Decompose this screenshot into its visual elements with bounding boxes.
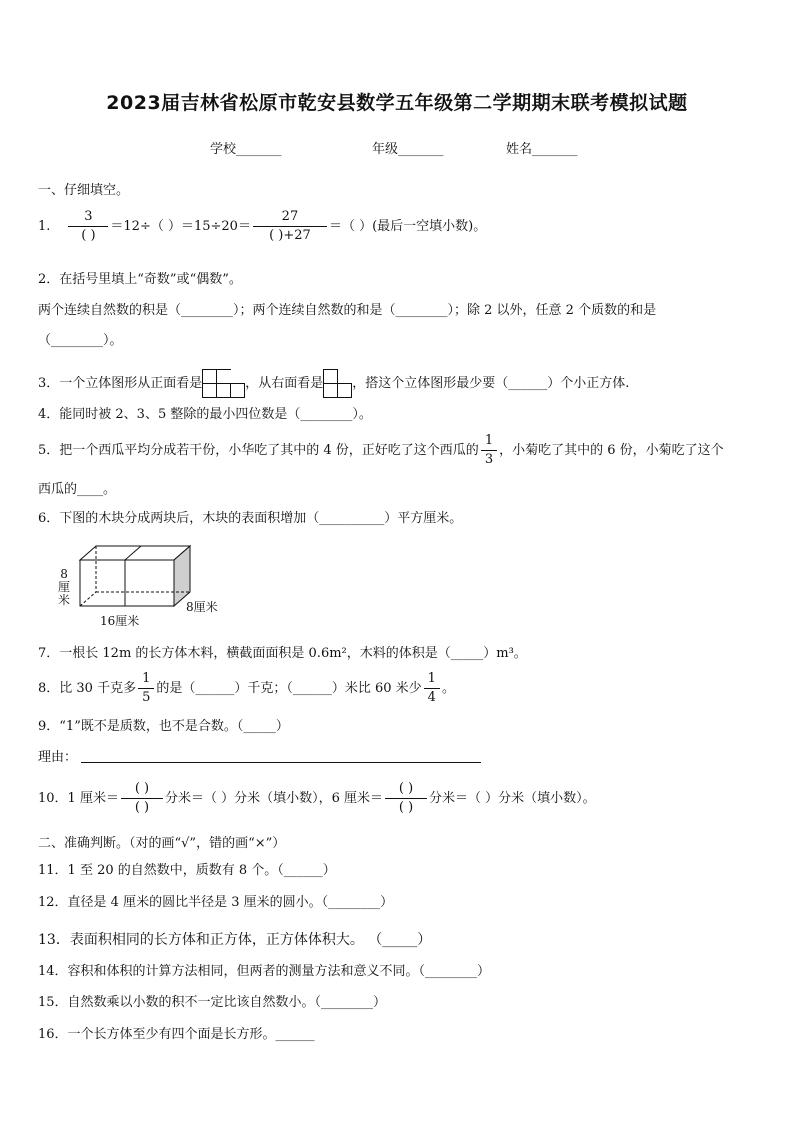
q3-part-c: ，搭这个立体图形最少要（______）个小正方体. — [352, 375, 630, 391]
q10-f2-denominator: ( ) — [398, 800, 414, 815]
question-2-line3: （________）。 — [38, 333, 123, 348]
q10-part-b: 分米＝（ ）分米（填小数），6 厘米＝ — [164, 790, 383, 806]
question-12: 12．直径是 4 厘米的圆比半径是 3 厘米的圆小。（________） — [38, 895, 394, 910]
section-2-heading: 二、准确判断。（对的画“√”，错的画“×”） — [38, 836, 286, 851]
q3-part-a: 3．一个立体图形从正面看是 — [38, 375, 203, 391]
q8-f1-numerator: 1 — [138, 670, 154, 689]
q1-fraction-2 — [253, 208, 327, 245]
q1-f2-numerator: 27 — [253, 208, 327, 227]
q1-f1-numerator: 3 — [68, 208, 108, 227]
question-7: 7．一根长 12m 的长方体木料，横截面面积是 0.6m²，木料的体积是（_____）m³。 — [38, 646, 527, 661]
q8-part-b: 的是（______）千克；（______）米比 60 米少 — [156, 680, 422, 696]
question-1 — [38, 208, 486, 245]
height-label-3: 米 — [58, 593, 71, 607]
question-10 — [38, 780, 596, 817]
q8-part-a: 8．比 30 千克多 — [38, 680, 137, 696]
q1-middle: ＝12÷（ ）＝15÷20＝ — [110, 218, 251, 234]
hidden-edge-3 — [80, 592, 96, 606]
q10-part-c: 分米＝（ ）分米（填小数）。 — [429, 790, 596, 806]
q5-denominator: 3 — [484, 452, 494, 467]
question-4: 4．能同时被 2、3、5 整除的最小四位数是（________）。 — [38, 407, 372, 422]
q5-fraction — [481, 432, 497, 469]
question-11: 11．1 至 20 的自然数中，质数有 8 个。（______） — [38, 863, 336, 878]
q10-fraction-1 — [121, 780, 163, 817]
reason-blank-line — [81, 750, 481, 763]
question-6: 6．下图的木块分成两块后，木块的表面积增加（__________）平方厘米。 — [38, 511, 463, 526]
q8-fraction-2 — [424, 670, 440, 707]
q8-part-c: 。 — [441, 680, 455, 696]
question-15: 15．自然数乘以小数的积不一定比该自然数小。（________） — [38, 995, 387, 1010]
name-field: 姓名_______ — [506, 142, 578, 157]
height-label-2: 厘 — [58, 580, 71, 594]
q8-f2-denominator: 4 — [427, 690, 436, 705]
q10-f2-numerator: ( ) — [385, 780, 427, 799]
front-view-grid-icon — [202, 369, 245, 398]
question-3 — [38, 369, 629, 398]
width-label: 8厘米 — [186, 600, 218, 614]
side-view-grid-icon — [323, 369, 352, 398]
height-label-1: 8 — [60, 567, 68, 581]
page-title: 2023届吉林省松原市乾安县数学五年级第二学期期末联考模拟试题 — [106, 92, 688, 114]
block-side-face — [174, 546, 190, 606]
q8-f2-numerator: 1 — [424, 670, 440, 689]
length-label: 16厘米 — [100, 614, 140, 628]
q10-f1-denominator: ( ) — [134, 800, 150, 815]
block-front-face — [80, 560, 174, 606]
question-9: 9．“1”既不是质数，也不是合数。（_____） — [38, 719, 289, 734]
q10-fraction-2 — [385, 780, 427, 817]
q1-tail: ＝（ ）(最后一空填小数)。 — [328, 218, 487, 234]
q8-fraction-1 — [138, 670, 154, 707]
question-9-reason — [38, 750, 481, 766]
q10-part-a: 10．1 厘米＝ — [38, 790, 119, 806]
q10-f1-numerator: ( ) — [121, 780, 163, 799]
question-8 — [38, 670, 455, 707]
question-14: 14．容积和体积的计算方法相同，但两者的测量方法和意义不同。（________） — [38, 964, 491, 979]
question-13: 13．表面积相同的长方体和正方体，正方体体积大。 （_____） — [38, 932, 432, 948]
question-5-line2: 西瓜的____。 — [38, 482, 117, 497]
q5-part-a: 5．把一个西瓜平均分成若干份，小华吃了其中的 4 份，正好吃了这个西瓜的 — [38, 442, 479, 458]
question-2-line2: 两个连续自然数的积是（________）；两个连续自然数的和是（________）；除 2 以外，任意 2 个质数的和是 — [38, 303, 657, 318]
question-2-line1: 2．在括号里填上“奇数”或“偶数”。 — [38, 272, 242, 287]
reason-label: 理由： — [38, 750, 78, 765]
height-label — [58, 568, 70, 607]
q1-fraction-1 — [68, 208, 108, 245]
block-cut-top — [125, 546, 141, 560]
school-field: 学校_______ — [210, 142, 282, 157]
wood-block-figure — [54, 540, 234, 630]
q5-numerator: 1 — [481, 432, 497, 451]
q8-f1-denominator: 5 — [142, 690, 151, 705]
grade-field: 年级_______ — [372, 142, 444, 157]
question-5 — [38, 432, 724, 469]
q1-f2-denominator: ( )+27 — [269, 228, 311, 243]
q1-number: 1. — [38, 218, 51, 234]
q5-part-b: ，小菊吃了其中的 6 份，小菊吃了这个 — [499, 442, 724, 458]
q3-part-b: ，从右面看是 — [245, 375, 324, 391]
section-1-heading: 一、仔细填空。 — [38, 183, 130, 198]
q1-f1-denominator: ( ) — [81, 228, 96, 243]
question-16: 16．一个长方体至少有四个面是长方形。______ — [38, 1027, 315, 1042]
